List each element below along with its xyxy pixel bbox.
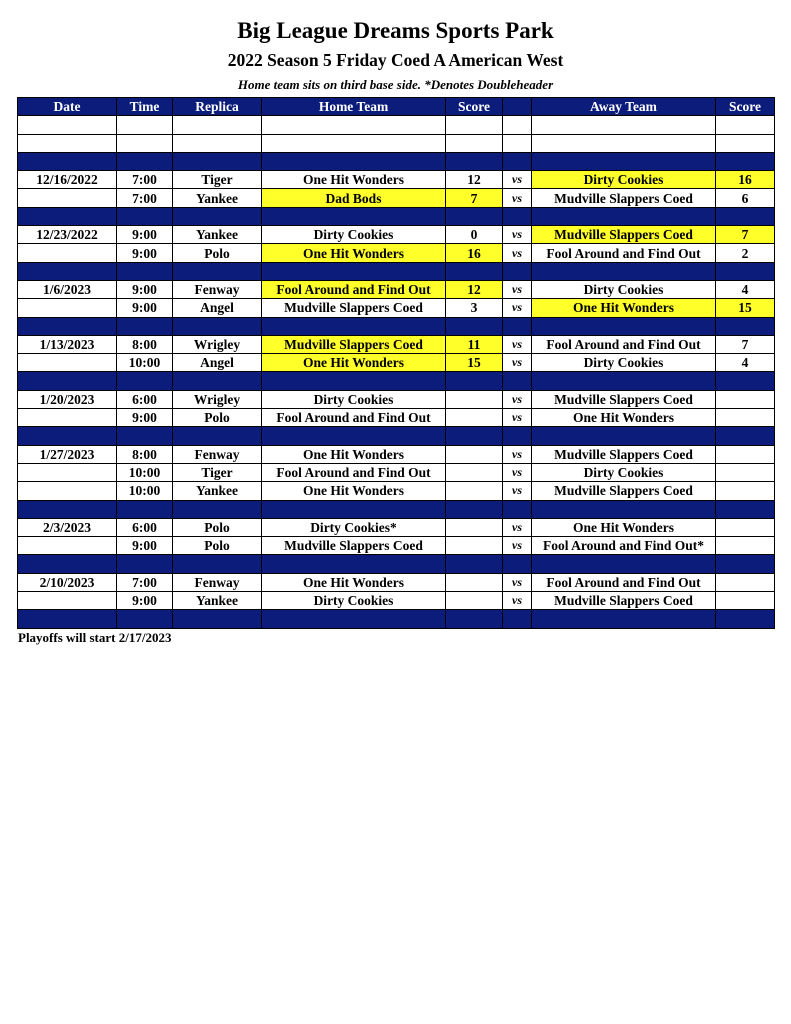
- replica-cell: Polo: [173, 409, 262, 427]
- time-cell: 9:00: [117, 226, 173, 244]
- time-cell: 7:00: [117, 573, 173, 591]
- away-score-cell: [716, 427, 775, 445]
- schedule-note: Home team sits on third base side. *Denotes Doubleheader: [237, 77, 554, 92]
- table-row: [18, 226, 775, 244]
- vs-cell: [503, 427, 532, 445]
- time-cell: [117, 372, 173, 390]
- away-team-cell: [532, 207, 716, 225]
- replica-cell: Fenway: [173, 573, 262, 591]
- vs-cell: vs: [503, 299, 532, 317]
- table-row: [18, 280, 775, 298]
- separator-row: [18, 152, 775, 170]
- away-score-cell: [716, 482, 775, 500]
- separator-row: [18, 372, 775, 390]
- vs-cell: vs: [503, 518, 532, 536]
- time-cell: 9:00: [117, 409, 173, 427]
- header-home-score: Score: [446, 98, 503, 116]
- away-score-cell: 4: [716, 280, 775, 298]
- table-row: [18, 409, 775, 427]
- table-row: [18, 445, 775, 463]
- table-row: [18, 335, 775, 353]
- home-team-cell: Fool Around and Find Out: [262, 409, 446, 427]
- vs-cell: vs: [503, 573, 532, 591]
- home-team-cell: [262, 427, 446, 445]
- home-score-cell: 12: [446, 280, 503, 298]
- home-team-cell: Mudville Slappers Coed: [262, 299, 446, 317]
- schedule-table: [17, 97, 775, 629]
- away-score-cell: [716, 610, 775, 628]
- home-score-cell: [446, 518, 503, 536]
- replica-cell: [173, 427, 262, 445]
- vs-cell: [503, 207, 532, 225]
- home-team-cell: [262, 134, 446, 152]
- vs-cell: vs: [503, 445, 532, 463]
- table-row: [18, 573, 775, 591]
- time-cell: [117, 500, 173, 518]
- away-team-cell: Dirty Cookies: [532, 171, 716, 189]
- home-score-cell: [446, 317, 503, 335]
- vs-cell: vs: [503, 463, 532, 481]
- away-team-cell: Fool Around and Find Out*: [532, 537, 716, 555]
- replica-cell: Fenway: [173, 445, 262, 463]
- date-cell: 1/6/2023: [18, 280, 117, 298]
- replica-cell: [173, 207, 262, 225]
- home-team-cell: [262, 207, 446, 225]
- time-cell: [117, 134, 173, 152]
- home-score-cell: [446, 134, 503, 152]
- separator-row: [18, 555, 775, 573]
- away-score-cell: 2: [716, 244, 775, 262]
- time-cell: [117, 262, 173, 280]
- schedule-body: [18, 116, 775, 628]
- away-team-cell: [532, 262, 716, 280]
- away-team-cell: [532, 116, 716, 134]
- time-cell: 8:00: [117, 335, 173, 353]
- home-score-cell: [446, 427, 503, 445]
- replica-cell: [173, 262, 262, 280]
- away-team-cell: Dirty Cookies: [532, 463, 716, 481]
- home-team-cell: One Hit Wonders: [262, 171, 446, 189]
- vs-cell: vs: [503, 592, 532, 610]
- time-cell: [117, 610, 173, 628]
- home-team-cell: [262, 317, 446, 335]
- home-score-cell: [446, 390, 503, 408]
- away-score-cell: 6: [716, 189, 775, 207]
- vs-cell: vs: [503, 390, 532, 408]
- date-cell: [18, 482, 117, 500]
- vs-cell: [503, 372, 532, 390]
- table-row: [18, 518, 775, 536]
- date-cell: [18, 463, 117, 481]
- table-row: [18, 171, 775, 189]
- vs-cell: [503, 152, 532, 170]
- away-team-cell: One Hit Wonders: [532, 409, 716, 427]
- replica-cell: [173, 152, 262, 170]
- home-score-cell: [446, 573, 503, 591]
- replica-cell: Wrigley: [173, 335, 262, 353]
- away-team-cell: Mudville Slappers Coed: [532, 390, 716, 408]
- table-row: [18, 244, 775, 262]
- date-cell: [18, 610, 117, 628]
- table-row: [18, 299, 775, 317]
- away-team-cell: [532, 152, 716, 170]
- date-cell: [18, 500, 117, 518]
- header-date: Date: [18, 98, 117, 116]
- home-team-cell: Fool Around and Find Out: [262, 463, 446, 481]
- home-team-cell: [262, 152, 446, 170]
- time-cell: 10:00: [117, 354, 173, 372]
- away-score-cell: [716, 518, 775, 536]
- vs-cell: [503, 116, 532, 134]
- home-score-cell: [446, 152, 503, 170]
- home-score-cell: [446, 372, 503, 390]
- home-team-cell: [262, 555, 446, 573]
- away-team-cell: [532, 134, 716, 152]
- replica-cell: Wrigley: [173, 390, 262, 408]
- date-cell: 2/10/2023: [18, 573, 117, 591]
- away-score-cell: [716, 592, 775, 610]
- table-header-row: [18, 98, 775, 116]
- replica-cell: Fenway: [173, 280, 262, 298]
- table-row: [18, 189, 775, 207]
- home-team-cell: Dirty Cookies: [262, 592, 446, 610]
- time-cell: 10:00: [117, 463, 173, 481]
- home-score-cell: [446, 610, 503, 628]
- header-home-team: Home Team: [262, 98, 446, 116]
- away-score-cell: [716, 555, 775, 573]
- date-cell: [18, 116, 117, 134]
- replica-cell: [173, 555, 262, 573]
- date-cell: 1/27/2023: [18, 445, 117, 463]
- header-vs: [503, 98, 532, 116]
- vs-cell: vs: [503, 354, 532, 372]
- away-score-cell: [716, 390, 775, 408]
- away-score-cell: [716, 537, 775, 555]
- replica-cell: Polo: [173, 244, 262, 262]
- replica-cell: Angel: [173, 299, 262, 317]
- time-cell: [117, 207, 173, 225]
- home-team-cell: One Hit Wonders: [262, 482, 446, 500]
- vs-cell: [503, 317, 532, 335]
- home-team-cell: [262, 116, 446, 134]
- date-cell: [18, 372, 117, 390]
- table-row: [18, 463, 775, 481]
- replica-cell: Yankee: [173, 226, 262, 244]
- vs-cell: [503, 555, 532, 573]
- away-team-cell: [532, 555, 716, 573]
- separator-row: [18, 427, 775, 445]
- replica-cell: Tiger: [173, 171, 262, 189]
- date-cell: [18, 189, 117, 207]
- date-cell: [18, 134, 117, 152]
- vs-cell: vs: [503, 171, 532, 189]
- blank-row: [18, 116, 775, 134]
- page-subtitle: 2022 Season 5 Friday Coed A American West: [227, 50, 564, 70]
- away-team-cell: Dirty Cookies: [532, 354, 716, 372]
- away-team-cell: Mudville Slappers Coed: [532, 592, 716, 610]
- vs-cell: vs: [503, 189, 532, 207]
- replica-cell: [173, 134, 262, 152]
- away-score-cell: [716, 116, 775, 134]
- home-team-cell: Mudville Slappers Coed: [262, 537, 446, 555]
- date-cell: [18, 537, 117, 555]
- away-score-cell: 16: [716, 171, 775, 189]
- home-score-cell: 0: [446, 226, 503, 244]
- away-team-cell: [532, 372, 716, 390]
- away-score-cell: [716, 262, 775, 280]
- home-score-cell: 11: [446, 335, 503, 353]
- page-title: Big League Dreams Sports Park: [237, 18, 554, 43]
- header-replica: Replica: [173, 98, 262, 116]
- time-cell: 9:00: [117, 537, 173, 555]
- time-cell: [117, 427, 173, 445]
- home-team-cell: Mudville Slappers Coed: [262, 335, 446, 353]
- header-away-team: Away Team: [532, 98, 716, 116]
- replica-cell: Polo: [173, 537, 262, 555]
- away-team-cell: Dirty Cookies: [532, 280, 716, 298]
- home-score-cell: [446, 207, 503, 225]
- home-score-cell: 3: [446, 299, 503, 317]
- away-team-cell: Fool Around and Find Out: [532, 573, 716, 591]
- vs-cell: vs: [503, 280, 532, 298]
- time-cell: 7:00: [117, 171, 173, 189]
- replica-cell: Tiger: [173, 463, 262, 481]
- separator-row: [18, 207, 775, 225]
- vs-cell: vs: [503, 482, 532, 500]
- replica-cell: [173, 500, 262, 518]
- time-cell: [117, 317, 173, 335]
- vs-cell: [503, 262, 532, 280]
- replica-cell: [173, 372, 262, 390]
- home-score-cell: 16: [446, 244, 503, 262]
- home-score-cell: [446, 555, 503, 573]
- header-away-score: Score: [716, 98, 775, 116]
- home-score-cell: [446, 500, 503, 518]
- away-score-cell: [716, 134, 775, 152]
- time-cell: 8:00: [117, 445, 173, 463]
- vs-cell: vs: [503, 244, 532, 262]
- time-cell: 9:00: [117, 280, 173, 298]
- away-team-cell: Mudville Slappers Coed: [532, 482, 716, 500]
- time-cell: [117, 152, 173, 170]
- home-score-cell: [446, 262, 503, 280]
- away-score-cell: 4: [716, 354, 775, 372]
- date-cell: [18, 409, 117, 427]
- away-team-cell: Fool Around and Find Out: [532, 244, 716, 262]
- vs-cell: vs: [503, 335, 532, 353]
- home-score-cell: 7: [446, 189, 503, 207]
- date-cell: [18, 152, 117, 170]
- home-team-cell: Dirty Cookies*: [262, 518, 446, 536]
- away-team-cell: [532, 317, 716, 335]
- away-team-cell: One Hit Wonders: [532, 299, 716, 317]
- away-team-cell: One Hit Wonders: [532, 518, 716, 536]
- date-cell: [18, 262, 117, 280]
- home-team-cell: One Hit Wonders: [262, 445, 446, 463]
- time-cell: 7:00: [117, 189, 173, 207]
- table-row: [18, 354, 775, 372]
- replica-cell: Yankee: [173, 592, 262, 610]
- playoffs-note: Playoffs will start 2/17/2023: [18, 630, 172, 645]
- time-cell: 6:00: [117, 518, 173, 536]
- date-cell: [18, 427, 117, 445]
- home-score-cell: [446, 463, 503, 481]
- away-team-cell: [532, 427, 716, 445]
- time-cell: 9:00: [117, 244, 173, 262]
- home-team-cell: [262, 262, 446, 280]
- away-score-cell: [716, 207, 775, 225]
- vs-cell: [503, 610, 532, 628]
- away-score-cell: [716, 500, 775, 518]
- time-cell: [117, 116, 173, 134]
- replica-cell: Polo: [173, 518, 262, 536]
- date-cell: [18, 207, 117, 225]
- table-row: [18, 592, 775, 610]
- away-score-cell: [716, 152, 775, 170]
- date-cell: 2/3/2023: [18, 518, 117, 536]
- home-score-cell: [446, 116, 503, 134]
- vs-cell: vs: [503, 537, 532, 555]
- date-cell: [18, 354, 117, 372]
- away-team-cell: [532, 500, 716, 518]
- home-score-cell: 15: [446, 354, 503, 372]
- date-cell: 12/16/2022: [18, 171, 117, 189]
- home-team-cell: Fool Around and Find Out: [262, 280, 446, 298]
- home-team-cell: Dad Bods: [262, 189, 446, 207]
- home-team-cell: One Hit Wonders: [262, 244, 446, 262]
- away-score-cell: 15: [716, 299, 775, 317]
- date-cell: [18, 299, 117, 317]
- date-cell: 1/13/2023: [18, 335, 117, 353]
- blank-row: [18, 134, 775, 152]
- replica-cell: [173, 317, 262, 335]
- separator-row: [18, 262, 775, 280]
- replica-cell: Angel: [173, 354, 262, 372]
- home-team-cell: One Hit Wonders: [262, 354, 446, 372]
- away-score-cell: [716, 573, 775, 591]
- home-score-cell: [446, 445, 503, 463]
- home-score-cell: [446, 482, 503, 500]
- home-team-cell: [262, 610, 446, 628]
- away-team-cell: Mudville Slappers Coed: [532, 189, 716, 207]
- replica-cell: Yankee: [173, 189, 262, 207]
- home-team-cell: [262, 372, 446, 390]
- home-score-cell: [446, 592, 503, 610]
- date-cell: 12/23/2022: [18, 226, 117, 244]
- vs-cell: vs: [503, 226, 532, 244]
- table-row: [18, 390, 775, 408]
- home-team-cell: [262, 500, 446, 518]
- home-score-cell: 12: [446, 171, 503, 189]
- away-score-cell: 7: [716, 335, 775, 353]
- vs-cell: [503, 134, 532, 152]
- home-team-cell: Dirty Cookies: [262, 390, 446, 408]
- away-team-cell: Mudville Slappers Coed: [532, 226, 716, 244]
- date-cell: 1/20/2023: [18, 390, 117, 408]
- vs-cell: vs: [503, 409, 532, 427]
- date-cell: [18, 555, 117, 573]
- away-team-cell: Fool Around and Find Out: [532, 335, 716, 353]
- time-cell: 6:00: [117, 390, 173, 408]
- date-cell: [18, 317, 117, 335]
- away-score-cell: [716, 409, 775, 427]
- replica-cell: [173, 116, 262, 134]
- vs-cell: [503, 500, 532, 518]
- replica-cell: Yankee: [173, 482, 262, 500]
- header-time: Time: [117, 98, 173, 116]
- away-score-cell: [716, 372, 775, 390]
- time-cell: 9:00: [117, 592, 173, 610]
- away-score-cell: 7: [716, 226, 775, 244]
- time-cell: 10:00: [117, 482, 173, 500]
- home-score-cell: [446, 409, 503, 427]
- away-score-cell: [716, 463, 775, 481]
- table-row: [18, 537, 775, 555]
- time-cell: 9:00: [117, 299, 173, 317]
- home-score-cell: [446, 537, 503, 555]
- home-team-cell: Dirty Cookies: [262, 226, 446, 244]
- separator-row: [18, 610, 775, 628]
- replica-cell: [173, 610, 262, 628]
- table-row: [18, 482, 775, 500]
- time-cell: [117, 555, 173, 573]
- separator-row: [18, 500, 775, 518]
- separator-row: [18, 317, 775, 335]
- date-cell: [18, 244, 117, 262]
- home-team-cell: One Hit Wonders: [262, 573, 446, 591]
- away-team-cell: [532, 610, 716, 628]
- away-score-cell: [716, 317, 775, 335]
- date-cell: [18, 592, 117, 610]
- away-score-cell: [716, 445, 775, 463]
- away-team-cell: Mudville Slappers Coed: [532, 445, 716, 463]
